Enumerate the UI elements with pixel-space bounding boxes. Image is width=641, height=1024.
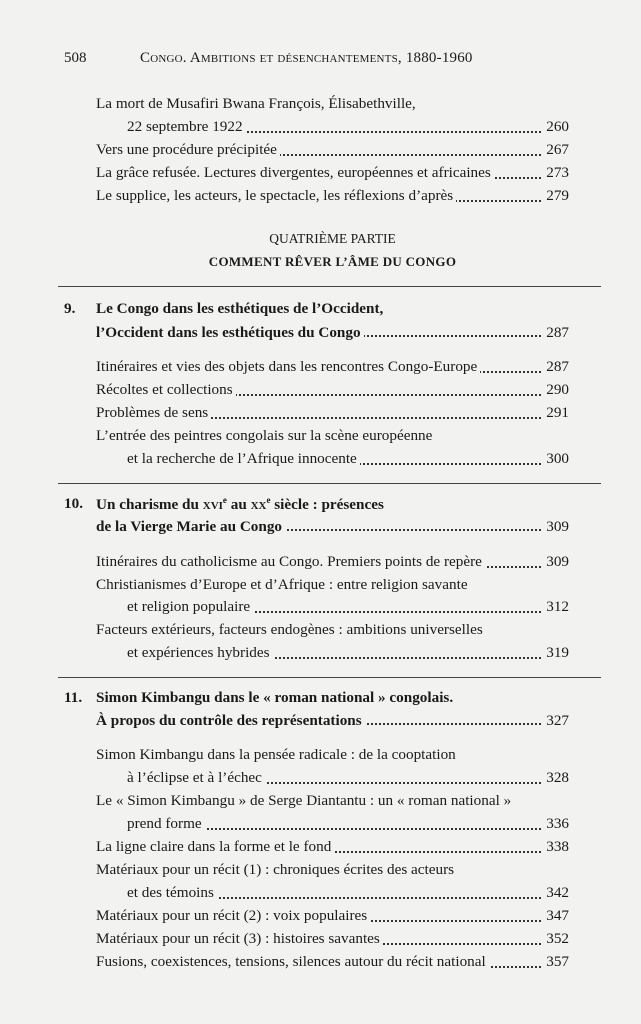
chapter-number: 9. — [64, 300, 76, 317]
toc-page: 290 — [543, 381, 569, 399]
chapter-title: Un charisme du xvi$^e$ au $xx^e$ siècle : présences — [96, 496, 387, 513]
toc-page: 352 — [543, 930, 569, 948]
toc-page: 267 — [543, 141, 569, 159]
toc-entry: Le supplice, les acteurs, le spectacle, les réflexions d’après 279 — [96, 187, 569, 204]
toc-entry: Récoltes et collections 290 — [96, 381, 569, 398]
toc-entry: Matériaux pour un récit (2) : voix populaires 347 — [96, 907, 569, 924]
chapter-title: Le Congo dans les esthétiques de l’Occident, — [96, 300, 386, 317]
toc-page: 312 — [543, 598, 569, 616]
toc-page: 357 — [543, 953, 569, 971]
section-divider — [58, 677, 601, 678]
chapter-heading — [64, 300, 569, 320]
toc-entry: et la recherche de l’Afrique innocente 300 — [127, 450, 569, 467]
toc-page: 260 — [543, 118, 569, 136]
chapter-number: 10. — [64, 495, 83, 512]
running-title: Congo. Ambitions et désenchantements, 1880-1960 — [140, 50, 473, 66]
toc-entry: et expériences hybrides 319 — [127, 644, 569, 661]
toc-entry: La grâce refusée. Lectures divergentes, européennes et africaines 273 — [96, 164, 569, 181]
part-title: COMMENT RÊVER L’ÂME DU CONGO — [208, 254, 457, 269]
toc-entry-line: Christianismes d’Europe et d’Afrique : entre religion savante — [96, 576, 569, 596]
toc-page: 273 — [543, 164, 569, 182]
toc-entry: Itinéraires du catholicisme au Congo. Premiers points de repère 309 — [96, 553, 569, 570]
toc-entry-line: Simon Kimbangu dans la pensée radicale : de la cooptation — [96, 746, 569, 766]
section-divider — [58, 286, 601, 287]
toc-page: 328 — [543, 769, 569, 787]
running-header — [64, 50, 601, 70]
page-number: 508 — [64, 50, 87, 66]
toc-page: 291 — [543, 404, 569, 422]
toc-page: 342 — [543, 884, 569, 902]
chapter-heading — [64, 689, 569, 709]
toc-page: 287 — [543, 324, 569, 342]
section-divider — [58, 483, 601, 484]
toc-entry: Problèmes de sens 291 — [96, 404, 569, 421]
toc-page: 338 — [543, 838, 569, 856]
toc-entry: Vers une procédure précipitée 267 — [96, 141, 569, 158]
toc-entry: Fusions, coexistences, tensions, silences autour du récit national 357 — [96, 953, 569, 970]
part-label: QUATRIÈME PARTIE — [269, 231, 396, 246]
toc-entry-line: Le « Simon Kimbangu » de Serge Diantantu : un « roman national » — [96, 792, 569, 812]
toc-page: 336 — [543, 815, 569, 833]
toc-page: 327 — [543, 712, 569, 730]
chapter-heading-line2: l’Occident dans les esthétiques du Congo 287 — [96, 324, 569, 341]
toc-entry: Itinéraires et vies des objets dans les rencontres Congo-Europe 287 — [96, 358, 569, 375]
chapter-heading-line2: À propos du contrôle des représentations 327 — [96, 712, 569, 729]
chapter-number: 11. — [64, 689, 83, 706]
toc-entry: à l’éclipse et à l’échec 328 — [127, 769, 569, 786]
toc-page: 319 — [543, 644, 569, 662]
toc-page: 300 — [543, 450, 569, 468]
chapter-title: Simon Kimbangu dans le « roman national » congolais. — [96, 689, 456, 706]
toc-page: 309 — [543, 553, 569, 571]
toc-page: 347 — [543, 907, 569, 925]
chapter-heading-line2: de la Vierge Marie au Congo 309 — [96, 518, 569, 535]
toc-entry-line: Facteurs extérieurs, facteurs endogènes : ambitions universelles — [96, 621, 569, 641]
toc-entry: Matériaux pour un récit (3) : histoires savantes 352 — [96, 930, 569, 947]
toc-entry-line: La mort de Musafiri Bwana François, Élisabethville, — [96, 95, 569, 115]
toc-entry-line: L’entrée des peintres congolais sur la scène européenne — [96, 427, 569, 447]
toc-entry-line: Matériaux pour un récit (1) : chroniques écrites des acteurs — [96, 861, 569, 881]
toc-page: 287 — [543, 358, 569, 376]
toc-page: 279 — [543, 187, 569, 205]
toc-entry: et des témoins 342 — [127, 884, 569, 901]
toc-entry: La ligne claire dans la forme et le fond 338 — [96, 838, 569, 855]
toc-page: 309 — [543, 518, 569, 536]
toc-entry: et religion populaire 312 — [127, 598, 569, 615]
chapter-heading — [64, 495, 569, 515]
toc-entry: prend forme 336 — [127, 815, 569, 832]
toc-entry: 22 septembre 1922 260 — [127, 118, 569, 135]
